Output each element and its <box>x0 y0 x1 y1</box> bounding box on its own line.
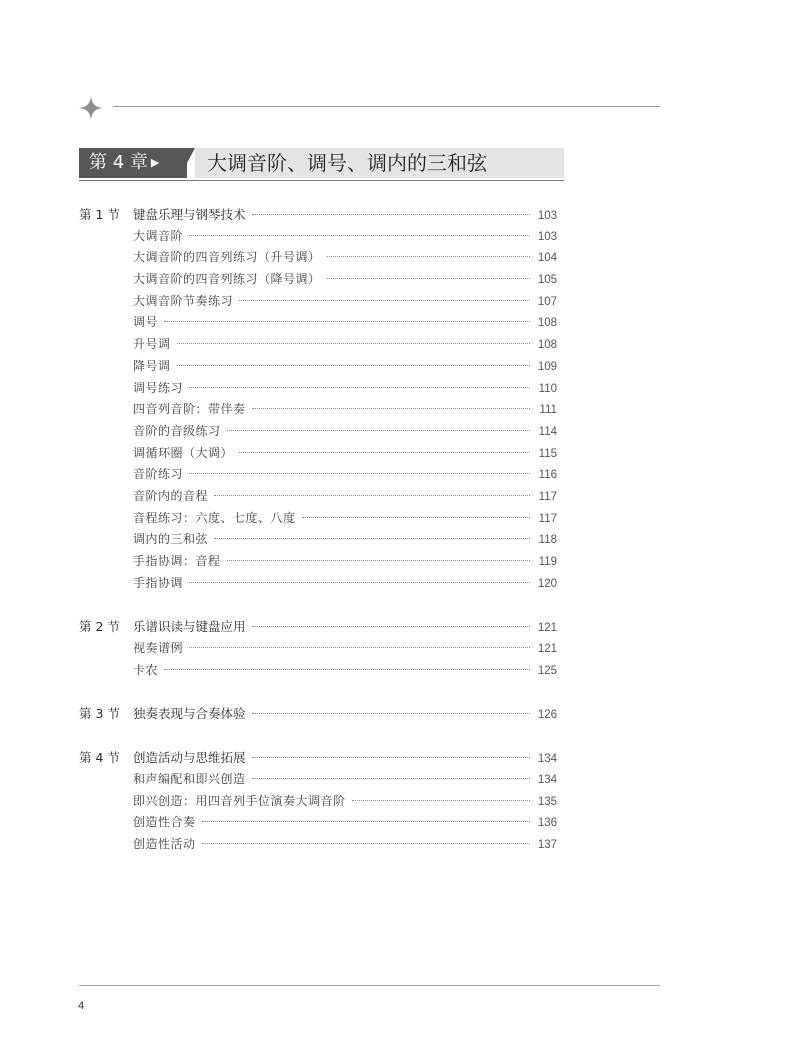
toc-entry-row[interactable] <box>79 529 557 551</box>
entry-page: 120 <box>537 577 557 590</box>
section-number: 第 2 节 <box>79 619 120 635</box>
toc-entry-row[interactable] <box>79 638 557 660</box>
toc-entry-row[interactable] <box>79 269 557 291</box>
dot-leader <box>177 342 530 344</box>
toc-entry-row[interactable] <box>79 660 557 682</box>
toc-entry-row[interactable] <box>79 443 557 465</box>
section-number: 第 4 节 <box>79 750 120 766</box>
dot-leader <box>327 277 530 279</box>
dot-leader <box>189 472 530 474</box>
toc-entry-row[interactable] <box>79 226 557 248</box>
toc-entry-row[interactable] <box>79 834 557 856</box>
entry-title: 创造性活动 <box>133 836 196 851</box>
dot-leader <box>352 799 530 801</box>
entry-page: 117 <box>538 490 557 503</box>
sparkle-icon <box>79 96 103 120</box>
dot-leader <box>202 820 530 822</box>
top-divider <box>113 106 660 107</box>
toc-entry-row[interactable] <box>79 464 557 486</box>
chapter-title: 大调音阶、调号、调内的三和弦 <box>207 151 487 175</box>
section-title: 键盘乐理与钢琴技术 <box>133 207 246 222</box>
dot-leader <box>164 320 530 322</box>
entry-title: 音阶的音级练习 <box>133 423 221 438</box>
entry-page: 103 <box>537 230 557 243</box>
entry-page: 110 <box>538 382 557 395</box>
toc-section-row[interactable] <box>79 747 557 769</box>
toc-entry-row[interactable] <box>79 486 557 508</box>
entry-page: 118 <box>538 534 557 547</box>
entry-page: 104 <box>537 252 557 265</box>
dot-leader <box>189 234 530 236</box>
dot-leader <box>239 299 530 301</box>
chapter-number: 第 4 章 <box>89 152 148 173</box>
section-number: 第 3 节 <box>79 706 120 722</box>
section-title: 创造活动与思维拓展 <box>133 750 246 766</box>
entry-page: 109 <box>537 360 557 373</box>
dot-leader <box>252 213 530 215</box>
section-title: 独奏表现与合奏体验 <box>133 706 246 722</box>
toc-entry-row[interactable] <box>79 769 557 791</box>
chapter-underline <box>79 180 564 181</box>
dot-leader <box>177 364 530 366</box>
toc-section-row[interactable] <box>79 204 557 226</box>
chapter-arrow-icon: ▶ <box>150 156 160 169</box>
toc-entry-row[interactable] <box>79 399 557 421</box>
dot-leader <box>302 516 530 518</box>
section-number: 第 1 节 <box>79 207 120 222</box>
entry-title: 大调音阶节奏练习 <box>133 293 234 308</box>
dot-leader <box>227 559 530 561</box>
dot-leader <box>164 668 530 670</box>
toc-entry-row[interactable] <box>79 291 557 313</box>
toc-entry-row[interactable] <box>79 812 557 834</box>
entry-page: 108 <box>537 317 557 330</box>
entry-title: 调号 <box>133 315 159 330</box>
entry-title: 升号调 <box>133 337 171 352</box>
dot-leader <box>189 581 530 583</box>
dot-leader <box>239 451 530 453</box>
dot-leader <box>252 756 530 758</box>
entry-page: 111 <box>539 404 557 417</box>
entry-page: 114 <box>538 425 557 438</box>
entry-title: 降号调 <box>133 358 171 373</box>
chapter-label <box>79 148 187 178</box>
entry-title: 四音列音阶：带伴奏 <box>133 402 246 417</box>
toc-entry-row[interactable] <box>79 551 557 573</box>
dot-leader <box>214 537 530 539</box>
toc-entry-row[interactable] <box>79 573 557 595</box>
entry-page: 117 <box>538 512 557 525</box>
entry-title: 大调音阶的四音列练习（升号调） <box>133 250 321 265</box>
entry-page: 125 <box>537 664 557 677</box>
entry-title: 和声编配和即兴创造 <box>133 771 246 786</box>
entry-title: 手指协调 <box>133 575 184 590</box>
toc-entry-row[interactable] <box>79 508 557 530</box>
dot-leader <box>189 646 530 648</box>
entry-title: 调号练习 <box>133 380 184 395</box>
entry-page: 119 <box>538 556 557 568</box>
entry-page: 107 <box>537 295 557 308</box>
entry-title: 视奏谱例 <box>133 641 184 656</box>
toc-entry-row[interactable] <box>79 421 557 443</box>
section-title: 乐谱识读与键盘应用 <box>133 619 246 635</box>
toc-entry-row[interactable] <box>79 791 557 813</box>
entry-title: 创造性合奏 <box>133 815 196 830</box>
entry-title: 音阶练习 <box>133 467 184 482</box>
entry-page: 116 <box>538 469 557 482</box>
entry-page: 136 <box>537 817 557 830</box>
entry-page: 115 <box>538 447 557 460</box>
entry-page: 121 <box>537 643 557 656</box>
entry-title: 手指协调：音程 <box>133 554 221 568</box>
entry-title: 音程练习：六度、七度、八度 <box>133 510 296 525</box>
page-number: 4 <box>78 1000 85 1012</box>
toc-section-row[interactable] <box>79 616 557 638</box>
dot-leader <box>252 777 530 779</box>
entry-page: 105 <box>537 274 557 287</box>
entry-title: 大调音阶的四音列练习（降号调） <box>133 272 321 287</box>
section-page: 121 <box>537 622 557 635</box>
toc-section-row[interactable] <box>79 703 557 725</box>
toc-entry-row[interactable] <box>79 247 557 269</box>
entry-title: 即兴创造：用四音列手位演奏大调音阶 <box>133 793 346 808</box>
dot-leader <box>189 386 530 388</box>
toc-entry-row[interactable] <box>79 312 557 334</box>
chapter-header <box>79 148 564 181</box>
entry-page: 135 <box>537 795 557 808</box>
dot-leader <box>252 625 530 627</box>
bottom-divider <box>79 985 660 986</box>
toc-entry-row[interactable] <box>79 356 557 378</box>
entry-title: 调内的三和弦 <box>133 532 209 547</box>
dot-leader <box>227 429 530 431</box>
table-of-contents <box>79 204 557 856</box>
entry-title: 音阶内的音程 <box>133 488 209 503</box>
dot-leader <box>327 255 530 257</box>
entry-page: 137 <box>537 838 557 851</box>
dot-leader <box>252 407 530 409</box>
entry-page: 108 <box>537 339 557 352</box>
entry-title: 卡农 <box>133 662 159 677</box>
dot-leader <box>202 842 530 844</box>
entry-title: 大调音阶 <box>133 228 184 243</box>
toc-entry-row[interactable] <box>79 378 557 400</box>
section-page: 126 <box>537 709 557 722</box>
section-page: 134 <box>537 753 557 766</box>
toc-entry-row[interactable] <box>79 334 557 356</box>
entry-page: 134 <box>537 773 557 786</box>
dot-leader <box>214 494 530 496</box>
dot-leader <box>252 712 530 714</box>
entry-title: 调循环圈（大调） <box>133 445 234 460</box>
section-page: 103 <box>537 210 557 222</box>
